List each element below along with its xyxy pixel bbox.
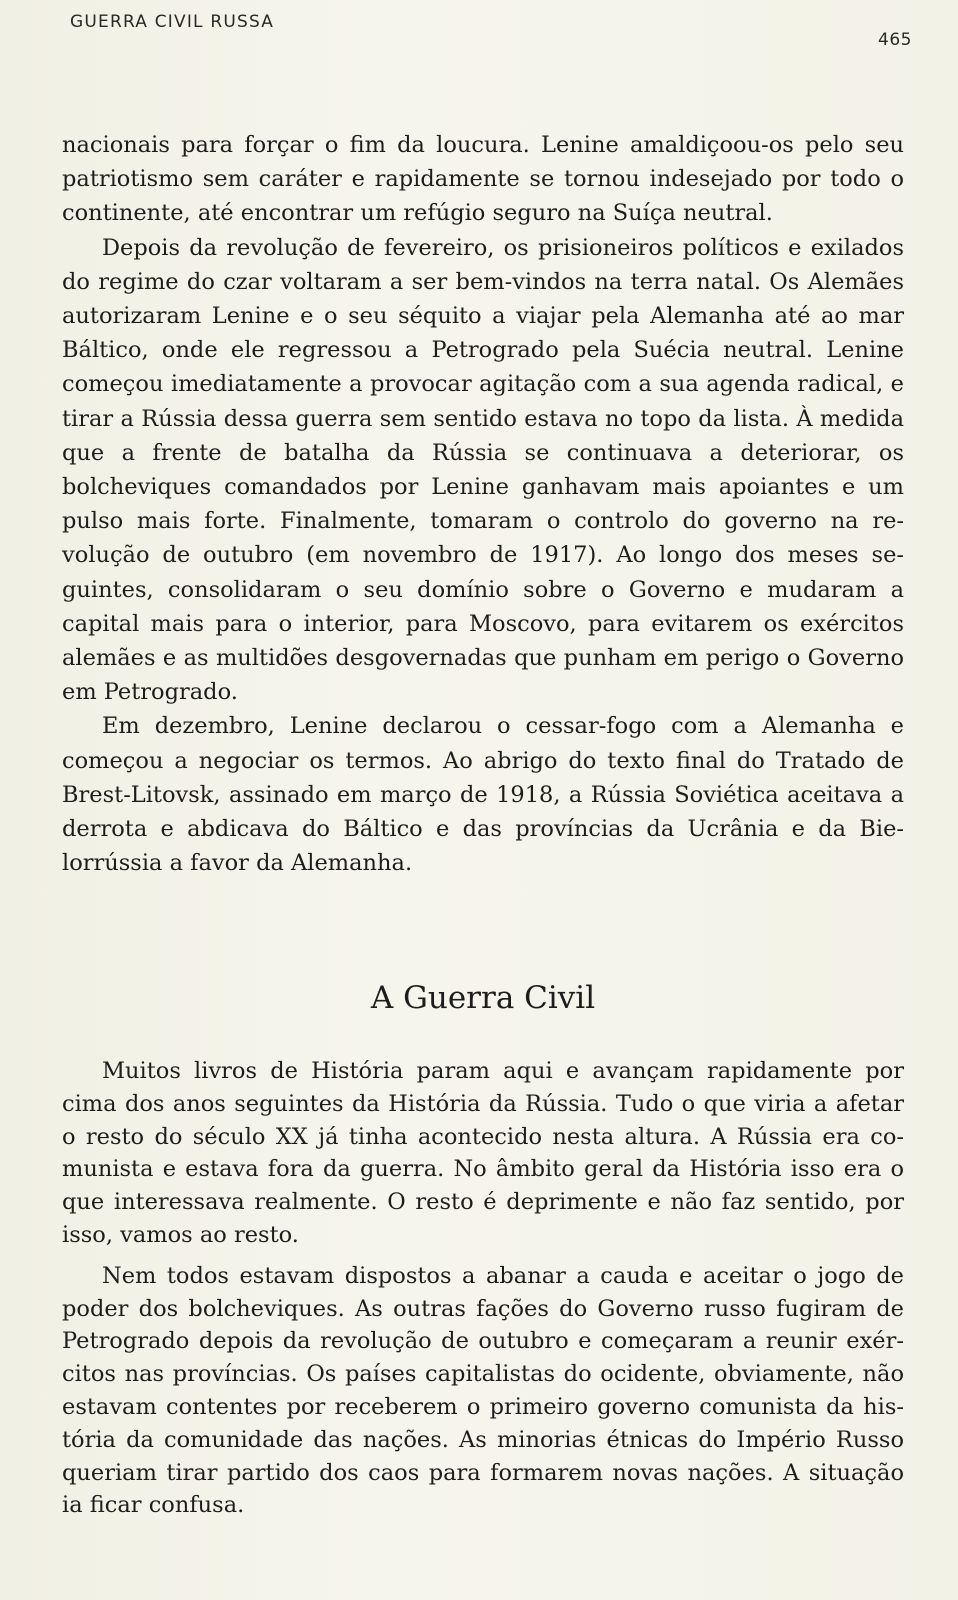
section-title: A Guerra Civil <box>370 980 596 1016</box>
paragraph: Em dezembro, Lenine declarou o cessar-fogo com a Alemanha e começou a negociar os termos. Ao abrigo do texto final do Tratado de Brest-Litovsk, assinado em março de 1918, a Rússia Soviética aceitava a derrota e abdicava do Báltico e das províncias da Ucrânia e da Bielorrússia a favor da Alemanha. <box>62 713 904 877</box>
running-head: GUERRA CIVIL RUSSA <box>70 12 275 32</box>
body-text-part2 <box>62 1055 904 1522</box>
body-text-part1 <box>62 128 904 880</box>
page-number: 465 <box>878 30 912 50</box>
paragraph: Muitos livros de História param aqui e avançam rapidamente por cima dos anos seguintes da História da Rússia. Tudo o que viria a afetar o resto do século XX já tinha acontecido nesta altura. A Rússia era comunista e estava fora da guerra. No âmbito geral da História isso era o que interessava realmente. O resto é deprimente e não faz sentido, por isso, vamos ao resto. <box>62 1058 904 1248</box>
paragraph: Depois da revolução de fevereiro, os prisioneiros políticos e exilados do regime do czar voltaram a ser bem-vindos na terra natal. Os Alemães autorizaram Lenine e o seu séquito a viajar pela Alemanha até ao mar Báltico, onde ele regressou a Petrogrado pela Suécia neutral. Lenine começou imediatamente a provocar agitação com a sua agenda radical, e tirar a Rússia dessa guerra sem sentido estava no topo da lista. À medida que a frente de batalha da Rússia se continuava a deteriorar, os bolcheviques comandados por Lenine ganhavam mais apoiantes e um pulso mais forte. Finalmente, tomaram o controlo do governo na revolução de outubro (em novembro de 1917). Ao longo dos meses seguintes, consolidaram o seu domínio sobre o Governo e mudaram a capital mais para o interior, para Moscovo, para evitarem os exércitos alemães e as multidões desgovernadas que punham em perigo o Governo em Petrogrado. <box>62 234 904 706</box>
paragraph: nacionais para forçar o fim da loucura. Lenine amaldiçoou-os pelo seu patriotismo sem caráter e rapidamente se tornou indesejado por todo o continente, até encontrar um refúgio seguro na Suíça neutral. <box>62 132 904 227</box>
paragraph: Nem todos estavam dispostos a abanar a cauda e aceitar o jogo de poder dos bolcheviques. As outras fações do Governo russo fugiram de Petrogrado depois da revolução de outubro e começaram a reunir exércitos nas províncias. Os países capitalistas do ocidente, obviamente, não estavam contentes por receberem o primeiro governo comunista da história da comunidade das nações. As minorias étnicas do Império Russo queriam tirar partido dos caos para formarem novas nações. A situação ia ficar confusa. <box>62 1262 904 1519</box>
